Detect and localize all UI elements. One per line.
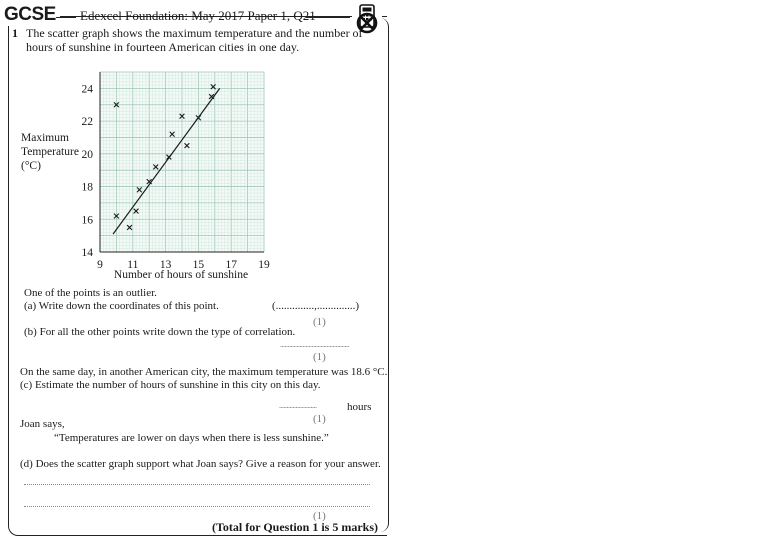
joan-quote: “Temperatures are lower on days when there is less sunshine.”: [54, 432, 329, 444]
y-tick-label: 16: [81, 214, 93, 227]
part-a-answer-space[interactable]: (..............,..............): [272, 300, 360, 312]
joan-says: Joan says,: [20, 418, 65, 430]
x-axis-label: Number of hours of sunshine: [113, 269, 249, 281]
y-axis-label-line3: (°C): [21, 160, 41, 172]
part-b-answer-line[interactable]: ..............................................: [280, 340, 349, 349]
y-tick-label: 22: [81, 116, 93, 129]
x-tick-label: 17: [225, 259, 237, 271]
question-intro-line2: hours of sunshine in fourteen American cities in one day.: [26, 40, 300, 54]
x-tick-label: 9: [97, 259, 103, 271]
part-a-text: (a) Write down the coordinates of this point.: [24, 300, 219, 312]
question-intro-line1: The scatter graph shows the maximum temperature and the number of: [26, 26, 363, 40]
part-d-answer-line-2[interactable]: [24, 506, 370, 507]
y-tick-label: 24: [81, 83, 93, 96]
y-tick-label: 18: [81, 181, 93, 194]
part-c-intro: On the same day, in another American city, the maximum temperature was 18.6 °C.: [20, 366, 388, 378]
question-total: (Total for Question 1 is 5 marks): [212, 520, 379, 534]
part-c-answer-line[interactable]: .........................: [279, 401, 317, 410]
part-c-unit: hours: [347, 401, 372, 413]
x-tick-label: 13: [159, 259, 172, 271]
gcse-logo: GCSE: [4, 4, 60, 26]
y-axis-label-line2: Temperature: [21, 146, 79, 158]
part-a-mark: (1): [313, 316, 326, 328]
part-b-text: (b) For all the other points write down the type of correlation.: [24, 326, 296, 338]
y-tick-label: 14: [81, 247, 93, 259]
part-c-text: (c) Estimate the number of hours of sunshine in this city on this day.: [20, 379, 321, 391]
y-axis-label-line1: Maximum: [21, 132, 69, 144]
x-tick-label: 15: [192, 259, 205, 271]
x-tick-label: 19: [258, 259, 270, 271]
part-c-mark: (1): [313, 413, 326, 425]
outlier-intro: One of the points is an outlier.: [24, 287, 157, 299]
part-d-text: (d) Does the scatter graph support what Joan says? Give a reason for your answer.: [20, 458, 381, 470]
part-d-answer-line-1[interactable]: [24, 484, 370, 485]
part-d-mark: (1): [313, 510, 326, 522]
x-tick-label: 11: [127, 259, 139, 271]
question-number: 1: [12, 26, 18, 40]
y-tick-label: 20: [81, 148, 93, 161]
scatter-graph: [0, 0, 390, 290]
part-b-mark: (1): [313, 351, 326, 363]
paper-title: Edexcel Foundation: May 2017 Paper 1, Q21: [80, 8, 316, 23]
